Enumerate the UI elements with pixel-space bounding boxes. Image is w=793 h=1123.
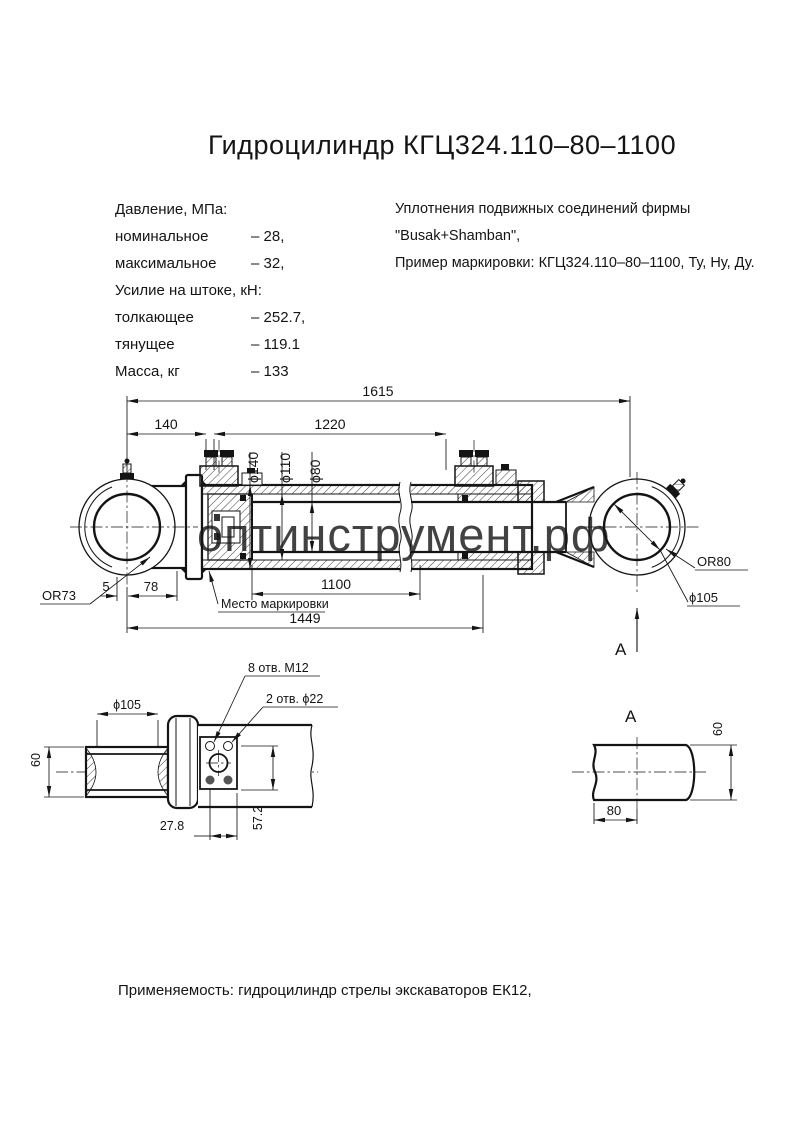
spec-value: – 28, (251, 228, 285, 245)
spec-value: – 252.7, (251, 309, 306, 326)
spec-label: толкающее (115, 309, 194, 326)
view-a-title: А (625, 707, 637, 726)
spec-label: номинальное (115, 228, 209, 245)
dim-5: 5 (102, 579, 110, 594)
dim-dia-105: ϕ105 (113, 698, 141, 712)
view-arrow-label: А (615, 640, 627, 659)
seal-note-line2: "Busak+Shamban", (395, 228, 521, 244)
dim-57-2: 57.2 (251, 805, 265, 831)
seal-note-line3: Пример маркировки: КГЦ324.110–80–1100, Ту, Ну, Ду. (395, 255, 755, 271)
watermark: оптинструмент.рф (197, 508, 611, 561)
spec-value: – 133 (251, 363, 289, 380)
spec-label: Масса, кг (115, 363, 180, 380)
dim-dia-rod: ϕ80 (307, 459, 323, 483)
dim-140: 140 (154, 416, 178, 432)
dim-60-view-a: 60 (711, 722, 725, 736)
port-block-right (455, 440, 493, 486)
application-note: Применяемость: гидроцилиндр стрелы экскаваторов ЕК12, (118, 982, 532, 999)
note-bolt-holes: 8 отв. М12 (248, 661, 309, 675)
detail-view (29, 661, 338, 840)
dim-stroke-1100: 1100 (320, 576, 352, 592)
dim-1220: 1220 (314, 416, 346, 432)
spec-value: – 32, (251, 255, 285, 272)
dim-60-detail: 60 (29, 753, 43, 767)
dim-overall-length: 1615 (362, 383, 394, 399)
dim-dia-bore: ϕ110 (277, 452, 293, 483)
spec-label: максимальное (115, 255, 217, 272)
spec-label: Давление, МПа: (115, 201, 228, 218)
marking-place-label: Место маркировки (221, 597, 329, 611)
spec-label: Усилие на штоке, кН: (115, 282, 262, 299)
label-or73: OR73 (42, 588, 76, 603)
label-or80: OR80 (697, 554, 731, 569)
dim-dia-barrel: ϕ140 (245, 451, 261, 483)
dim-1449: 1449 (289, 610, 321, 626)
seal-note-line1: Уплотнения подвижных соединений фирмы (395, 201, 691, 217)
dim-dia-pin: ϕ105 (689, 590, 718, 605)
spec-label: тянущее (115, 336, 175, 353)
view-a (572, 707, 737, 824)
dim-80-view-a: 80 (606, 803, 622, 818)
page-title: Гидроцилиндр КГЦ324.110–80–1100 (208, 130, 677, 160)
note-through-holes: 2 отв. ϕ22 (266, 692, 324, 706)
dim-78: 78 (143, 579, 159, 594)
spec-value: – 119.1 (251, 336, 300, 353)
dim-27-8: 27.8 (159, 819, 185, 833)
